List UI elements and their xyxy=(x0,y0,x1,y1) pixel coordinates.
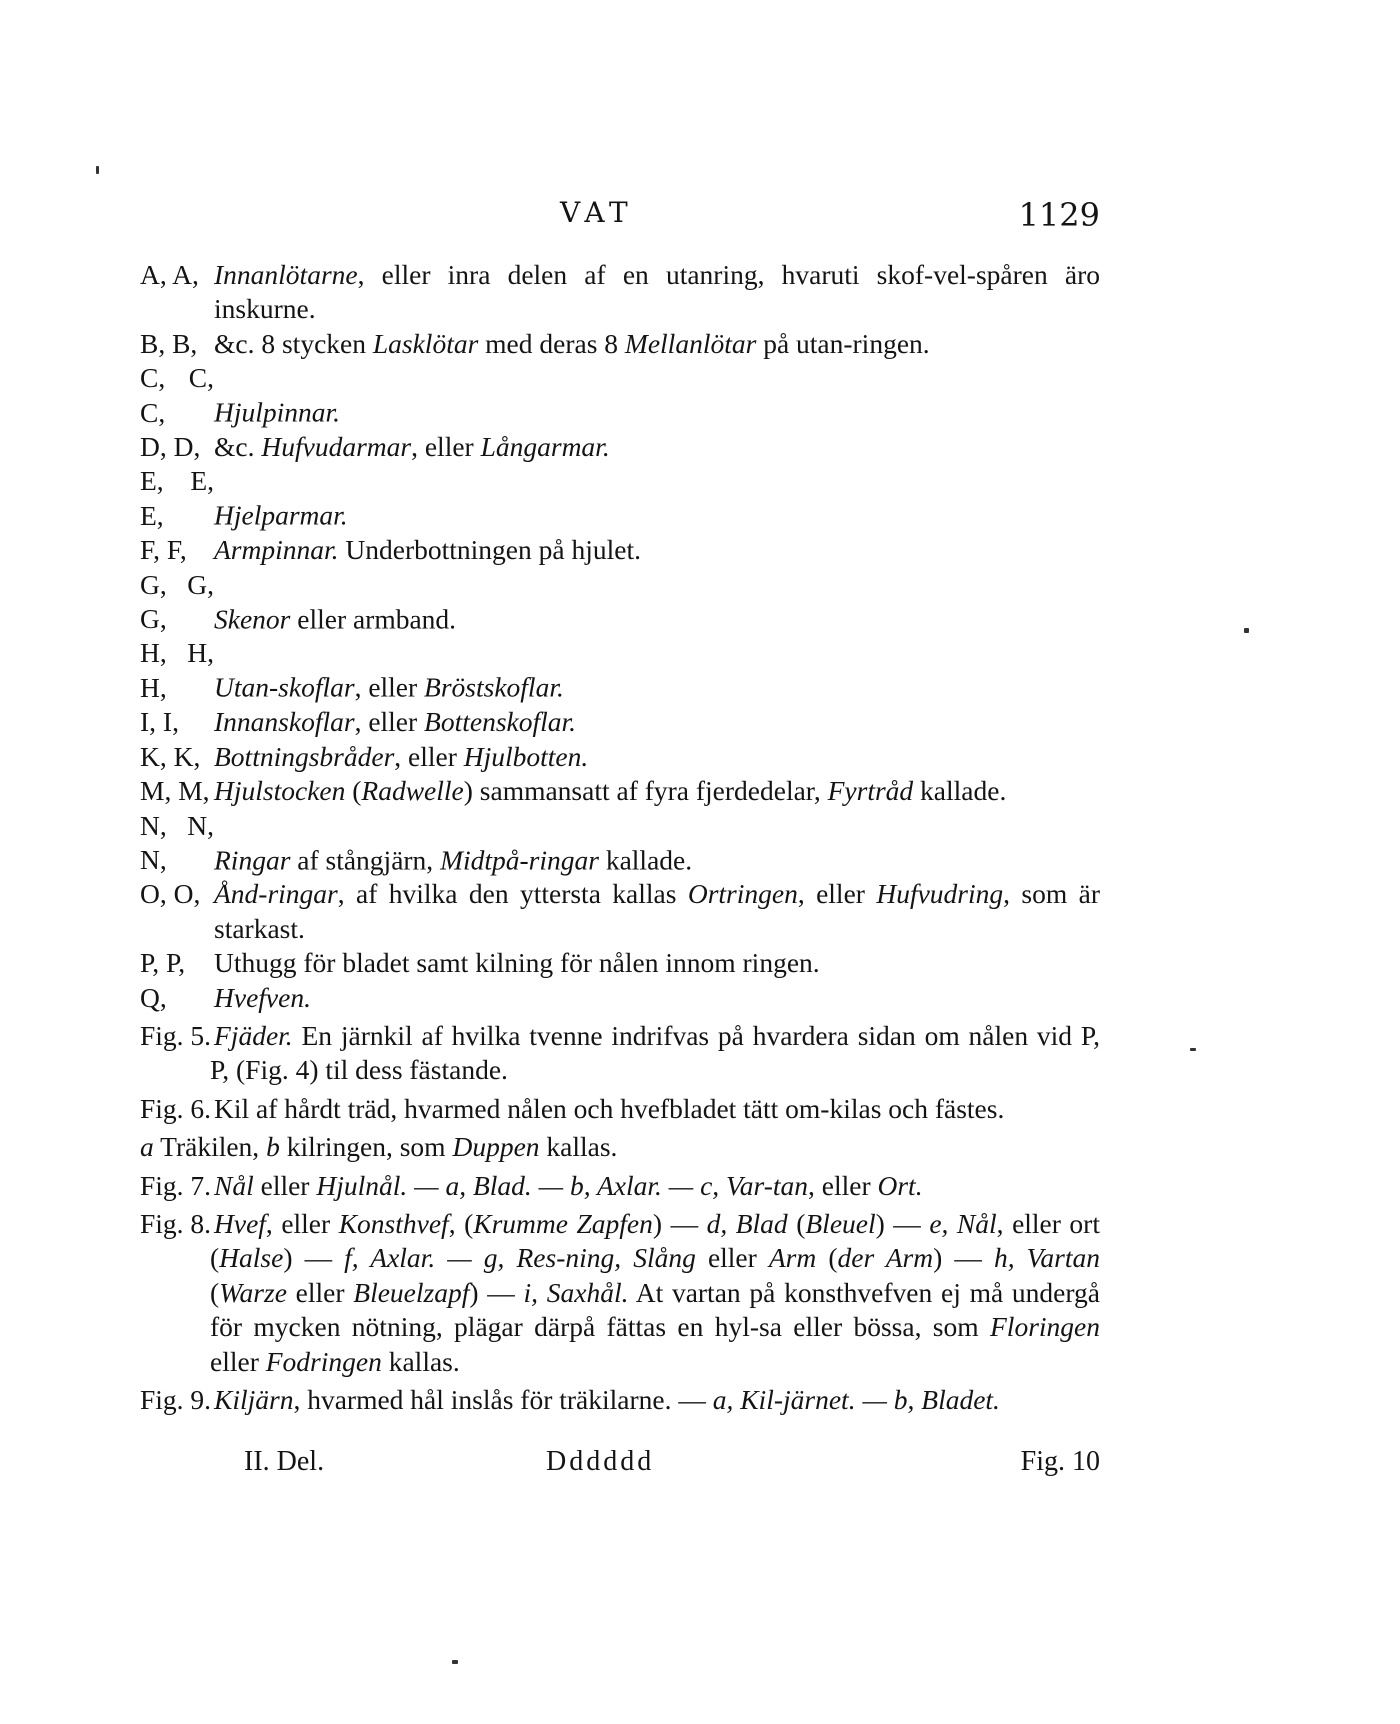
figure-entry xyxy=(140,1383,1100,1417)
text-run: , eller ort ( xyxy=(210,1207,1100,1274)
italic-term: Bottenskoflar. xyxy=(424,706,577,738)
text-run: , som är starkast. xyxy=(214,878,1100,944)
text-run: ( xyxy=(345,775,362,807)
page-number: 1129 xyxy=(1018,196,1100,234)
legend-text xyxy=(140,258,1100,1417)
italic-term: Midtpå-ringar xyxy=(440,843,599,875)
legend-entry xyxy=(140,981,1100,1015)
legend-entry xyxy=(140,636,1100,705)
text-run: ( xyxy=(816,1242,838,1274)
text-run: ) — xyxy=(875,1207,930,1239)
legend-entry xyxy=(140,568,1100,637)
italic-term: Hvef xyxy=(214,1207,266,1239)
italic-term: Krumme Zapfen xyxy=(473,1207,653,1239)
italic-term: a xyxy=(140,1131,154,1163)
scan-speck xyxy=(1244,628,1249,633)
legend-entry-label: F, F, xyxy=(140,534,187,566)
text-run: , eller xyxy=(394,740,464,772)
text-run: , eller xyxy=(797,878,877,910)
legend-entry-label: C, C, C, xyxy=(140,362,214,428)
italic-term: Hufvudring xyxy=(876,878,1004,910)
legend-entry xyxy=(140,361,1100,430)
text-run: En järnkil af hvilka tvenne indrifvas på hvardera sidan om nålen vid P, P, (Fig. 4) til dess fästande. xyxy=(210,1019,1100,1086)
text-run: Uthugg för bladet samt kilning för nålen innom ringen. xyxy=(214,947,820,979)
italic-term: der Arm xyxy=(837,1242,934,1274)
figure-entry-label: Fig. 7. xyxy=(140,1169,212,1201)
legend-entry xyxy=(140,877,1100,946)
figure-entry-label: Fig. 5. xyxy=(140,1019,212,1051)
italic-term: Hjelparmar. xyxy=(214,499,348,531)
text-run: med deras 8 xyxy=(478,327,625,359)
italic-term: Duppen xyxy=(452,1131,540,1163)
signature-mark: Dddddd xyxy=(546,1446,655,1477)
legend-entry-label: B, B, xyxy=(140,327,198,359)
legend-entry-label: K, K, xyxy=(140,740,201,772)
scan-speck xyxy=(96,166,99,174)
text-run: ) sammansatt af fyra fjerdedelar, xyxy=(463,775,828,807)
legend-entry xyxy=(140,774,1100,808)
italic-term: Skenor xyxy=(214,603,291,635)
legend-entry xyxy=(140,258,1100,327)
scan-speck xyxy=(1190,1048,1196,1051)
text-run: , eller xyxy=(354,671,425,703)
italic-term: Nål xyxy=(214,1169,254,1201)
text-run: , eller xyxy=(354,706,425,738)
legend-entry-label: D, D, xyxy=(140,431,201,463)
italic-term: Lasklötar xyxy=(372,327,479,359)
text-run: , hvarmed hål inslås för träkilarne. — xyxy=(293,1384,713,1415)
italic-term: Innanlötarne xyxy=(214,259,358,290)
italic-term: Konsthvef xyxy=(338,1207,449,1239)
legend-entry-label: P, P, xyxy=(140,947,186,979)
italic-term: Mellanlötar xyxy=(624,327,757,359)
italic-term: Fodringen xyxy=(265,1345,382,1377)
italic-term: Floringen xyxy=(990,1311,1100,1343)
figure-entry-label: Fig. 6. xyxy=(140,1092,212,1124)
text-run: kallas. xyxy=(539,1131,618,1163)
legend-entry-label: N, N, N, xyxy=(140,809,214,875)
volume-mark: II. Del. xyxy=(244,1446,325,1477)
italic-term: Ånd-ringar xyxy=(214,878,338,910)
figure-entry xyxy=(140,1207,1100,1379)
italic-term: Radwelle xyxy=(361,775,464,807)
text-run: , eller xyxy=(411,431,481,463)
text-run: ) — xyxy=(469,1276,524,1308)
text-run: , af hvilka den yttersta kallas xyxy=(337,878,688,910)
text-run: , ( xyxy=(448,1207,474,1239)
italic-term: Hjulstocken xyxy=(214,775,346,807)
italic-term: Arm xyxy=(768,1242,817,1274)
figure-entry xyxy=(140,1169,1100,1203)
text-run: eller xyxy=(695,1242,769,1274)
italic-term: f, Axlar. — g, Res-ning, Slång xyxy=(344,1242,696,1274)
figure-entry xyxy=(140,1130,1100,1164)
italic-term: Kiljärn xyxy=(214,1384,294,1415)
text-run: Träkilen, xyxy=(153,1131,267,1163)
legend-entry xyxy=(140,705,1100,739)
legend-entry-label: Q, xyxy=(140,981,167,1013)
italic-term: Hvefven. xyxy=(214,981,311,1013)
text-run: , eller xyxy=(265,1207,339,1239)
italic-term: Fyrtråd xyxy=(827,775,914,807)
text-run: ) — xyxy=(283,1242,345,1274)
text-run: ( xyxy=(210,1276,220,1308)
italic-term: Hufvudarmar xyxy=(261,431,412,463)
text-run: ( xyxy=(787,1207,806,1239)
text-run: kallade. xyxy=(913,775,1007,807)
italic-term: Hjulnål. — a, Blad. — b, Axlar. — c, Var-tan xyxy=(316,1169,809,1201)
text-run: At vartan på konsthvefven ej må undergå för mycken nötning, plägar därpå fättas en hyl-sa eller bössa, som xyxy=(210,1276,1100,1343)
italic-term: Ringar xyxy=(214,843,291,875)
italic-term: Warze xyxy=(219,1276,287,1308)
text-run: eller xyxy=(253,1169,317,1201)
italic-term: e, Nål xyxy=(929,1207,997,1239)
scan-speck xyxy=(452,1660,458,1664)
legend-entry-label: O, O, xyxy=(140,878,201,910)
italic-term: Bottningsbråder xyxy=(214,740,395,772)
italic-term: Långarmar. xyxy=(480,431,610,463)
italic-term: Halse xyxy=(219,1242,284,1274)
text-run: &c. xyxy=(214,431,262,463)
legend-entry xyxy=(140,740,1100,774)
italic-term: Ortringen xyxy=(687,878,798,910)
figure-key-list xyxy=(140,1019,1100,1417)
italic-term: Bröstskoflar. xyxy=(424,671,564,703)
italic-term: i, Saxhål. xyxy=(523,1276,629,1308)
legend-entry xyxy=(140,946,1100,980)
text-run: , eller inra delen af en utanring, hvaruti skof-vel-spåren äro inskurne. xyxy=(214,259,1100,325)
figure-entry-label: Fig. 9. xyxy=(140,1384,212,1415)
legend-entry-label: M, M, xyxy=(140,775,210,807)
text-run: Underbottningen på hjulet. xyxy=(338,534,641,566)
page-footer xyxy=(140,1446,1100,1490)
text-run: eller xyxy=(286,1276,354,1308)
running-title: VAT xyxy=(560,196,634,229)
legend-entry-label: G, G, G, xyxy=(140,568,214,635)
text-run: kallas. xyxy=(381,1345,460,1377)
italic-term: Bleuel xyxy=(805,1207,876,1239)
italic-term: b xyxy=(266,1131,280,1163)
italic-term: Hjulbotten. xyxy=(463,740,589,772)
italic-term: Ort. xyxy=(877,1169,923,1201)
text-run: ) — xyxy=(933,1242,994,1274)
text-run: kilringen, som xyxy=(279,1131,453,1163)
text-run: af stångjärn, xyxy=(290,843,441,875)
text-run: kallade. xyxy=(598,843,693,875)
text-run: ) — xyxy=(652,1207,707,1239)
legend-entry xyxy=(140,533,1100,567)
italic-term: Hjulpinnar. xyxy=(214,396,341,428)
text-run: &c. 8 stycken xyxy=(214,327,373,359)
figure-entry xyxy=(140,1092,1100,1126)
legend-entry-label: A, A, xyxy=(140,259,199,290)
legend-entry-label: E, E, E, xyxy=(140,465,214,531)
italic-term: Utan-skoflar xyxy=(214,671,355,703)
text-run: på utan-ringen. xyxy=(756,327,930,359)
italic-term: Fjäder. xyxy=(214,1019,293,1051)
figure-entry xyxy=(140,1019,1100,1088)
legend-entry xyxy=(140,327,1100,361)
figure-entry-label: Fig. 8. xyxy=(140,1207,212,1239)
italic-term: a, Kil-järnet. — b, Bladet. xyxy=(712,1384,1000,1415)
text-run: , eller xyxy=(808,1169,878,1201)
legend-entry-label: I, I, xyxy=(140,706,179,738)
italic-term: d, Blad xyxy=(706,1207,788,1239)
legend-entry xyxy=(140,430,1100,464)
text-run: eller xyxy=(210,1345,266,1377)
legend-entry xyxy=(140,464,1100,533)
letter-key-list xyxy=(140,258,1100,1015)
text-run: Kil af hårdt träd, hvarmed nålen och hvefbladet tätt om-kilas och fästes. xyxy=(214,1092,1005,1124)
running-header xyxy=(140,196,1100,246)
text-run: eller armband. xyxy=(290,603,457,635)
italic-term: Armpinnar. xyxy=(214,534,339,566)
italic-term: h, Vartan xyxy=(993,1242,1100,1274)
italic-term: Innanskoflar xyxy=(214,706,355,738)
legend-entry-label: H, H, H, xyxy=(140,637,214,703)
legend-entry xyxy=(140,809,1100,878)
catchword: Fig. 10 xyxy=(1020,1446,1100,1477)
italic-term: Bleuelzapf xyxy=(353,1276,470,1308)
